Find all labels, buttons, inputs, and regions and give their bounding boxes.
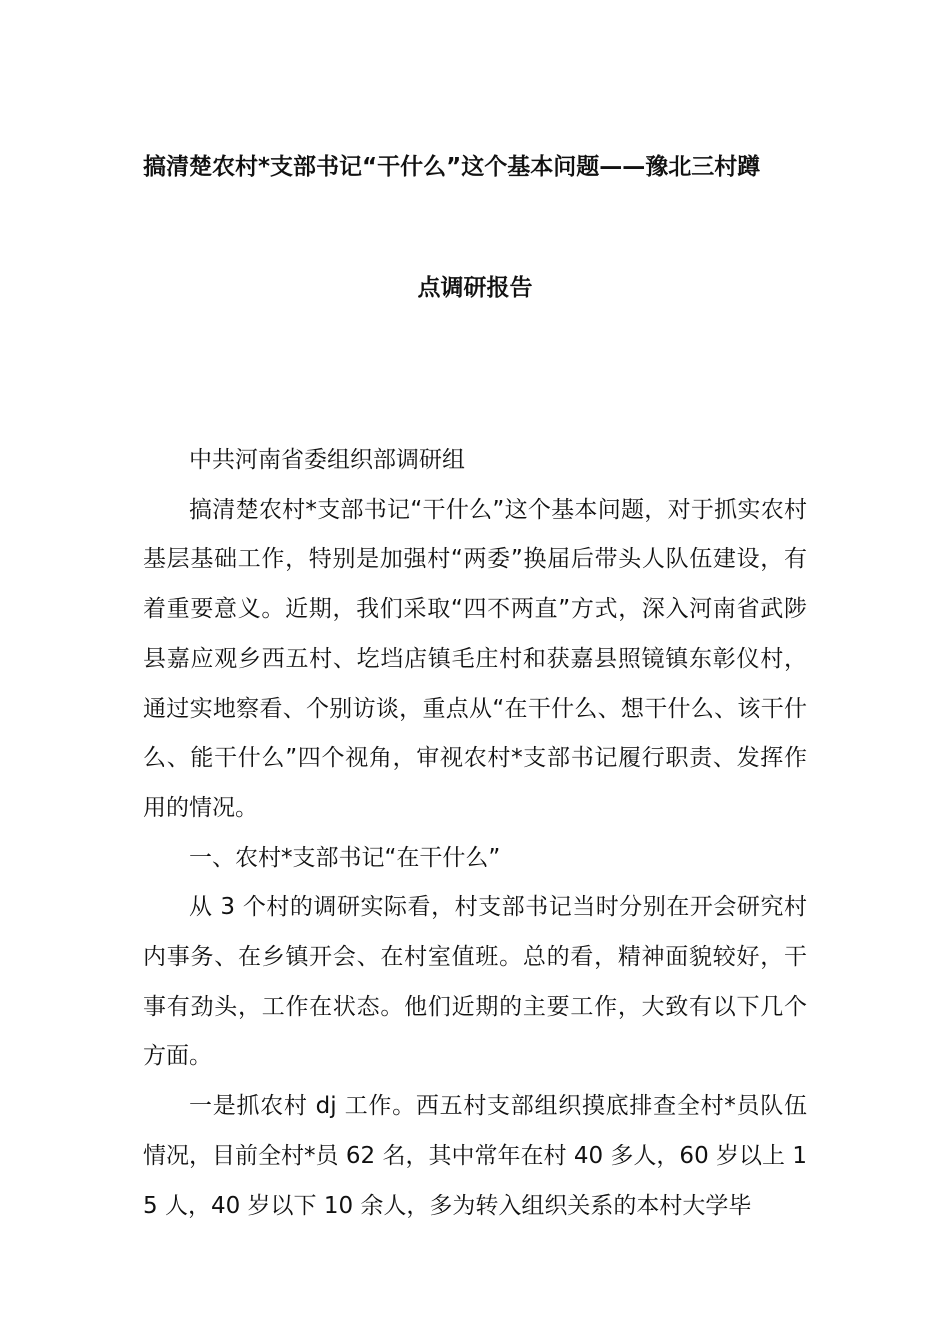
document-title-line-1: 搞清楚农村*支部书记“干什么”这个基本问题——豫北三村蹲 — [143, 154, 761, 180]
document-title-line-2: 点调研报告 — [417, 275, 533, 301]
document-body — [143, 436, 807, 1231]
section-heading-1: 一、农村*支部书记“在干什么” — [189, 844, 501, 871]
author-line: 中共河南省委组织部调研组 — [189, 447, 465, 473]
section-1-paragraph-1: 从 3 个村的调研实际看，村支部书记当时分别在开会研究村内事务、在乡镇开会、在村室值班。总的看，精神面貌较好，干事有劲头，工作在状态。他们近期的主要工作，大致有以下几个方面。 — [143, 894, 807, 1070]
section-1-paragraph-2: 一是抓农村 dj 工作。西五村支部组织摸底排查全村*员队伍情况，目前全村*员 62 名，其中常年在村 40 多人，60 岁以上 15 人，40 岁以下 10 余人，多为转入组织关系的本村大学毕 — [143, 1093, 807, 1219]
intro-paragraph: 搞清楚农村*支部书记“干什么”这个基本问题，对于抓实农村基层基础工作，特别是加强村“两委”换届后带头人队伍建设，有着重要意义。近期，我们采取“四不两直”方式，深入河南省武陟县嘉应观乡西五村、圪垱店镇毛庄村和获嘉县照镜镇东彰仪村，通过实地察看、个别访谈，重点从“在干什么、想干什么、该干什么、能干什么”四个视角，审视农村*支部书记履行职责、发挥作用的情况。 — [143, 496, 807, 821]
